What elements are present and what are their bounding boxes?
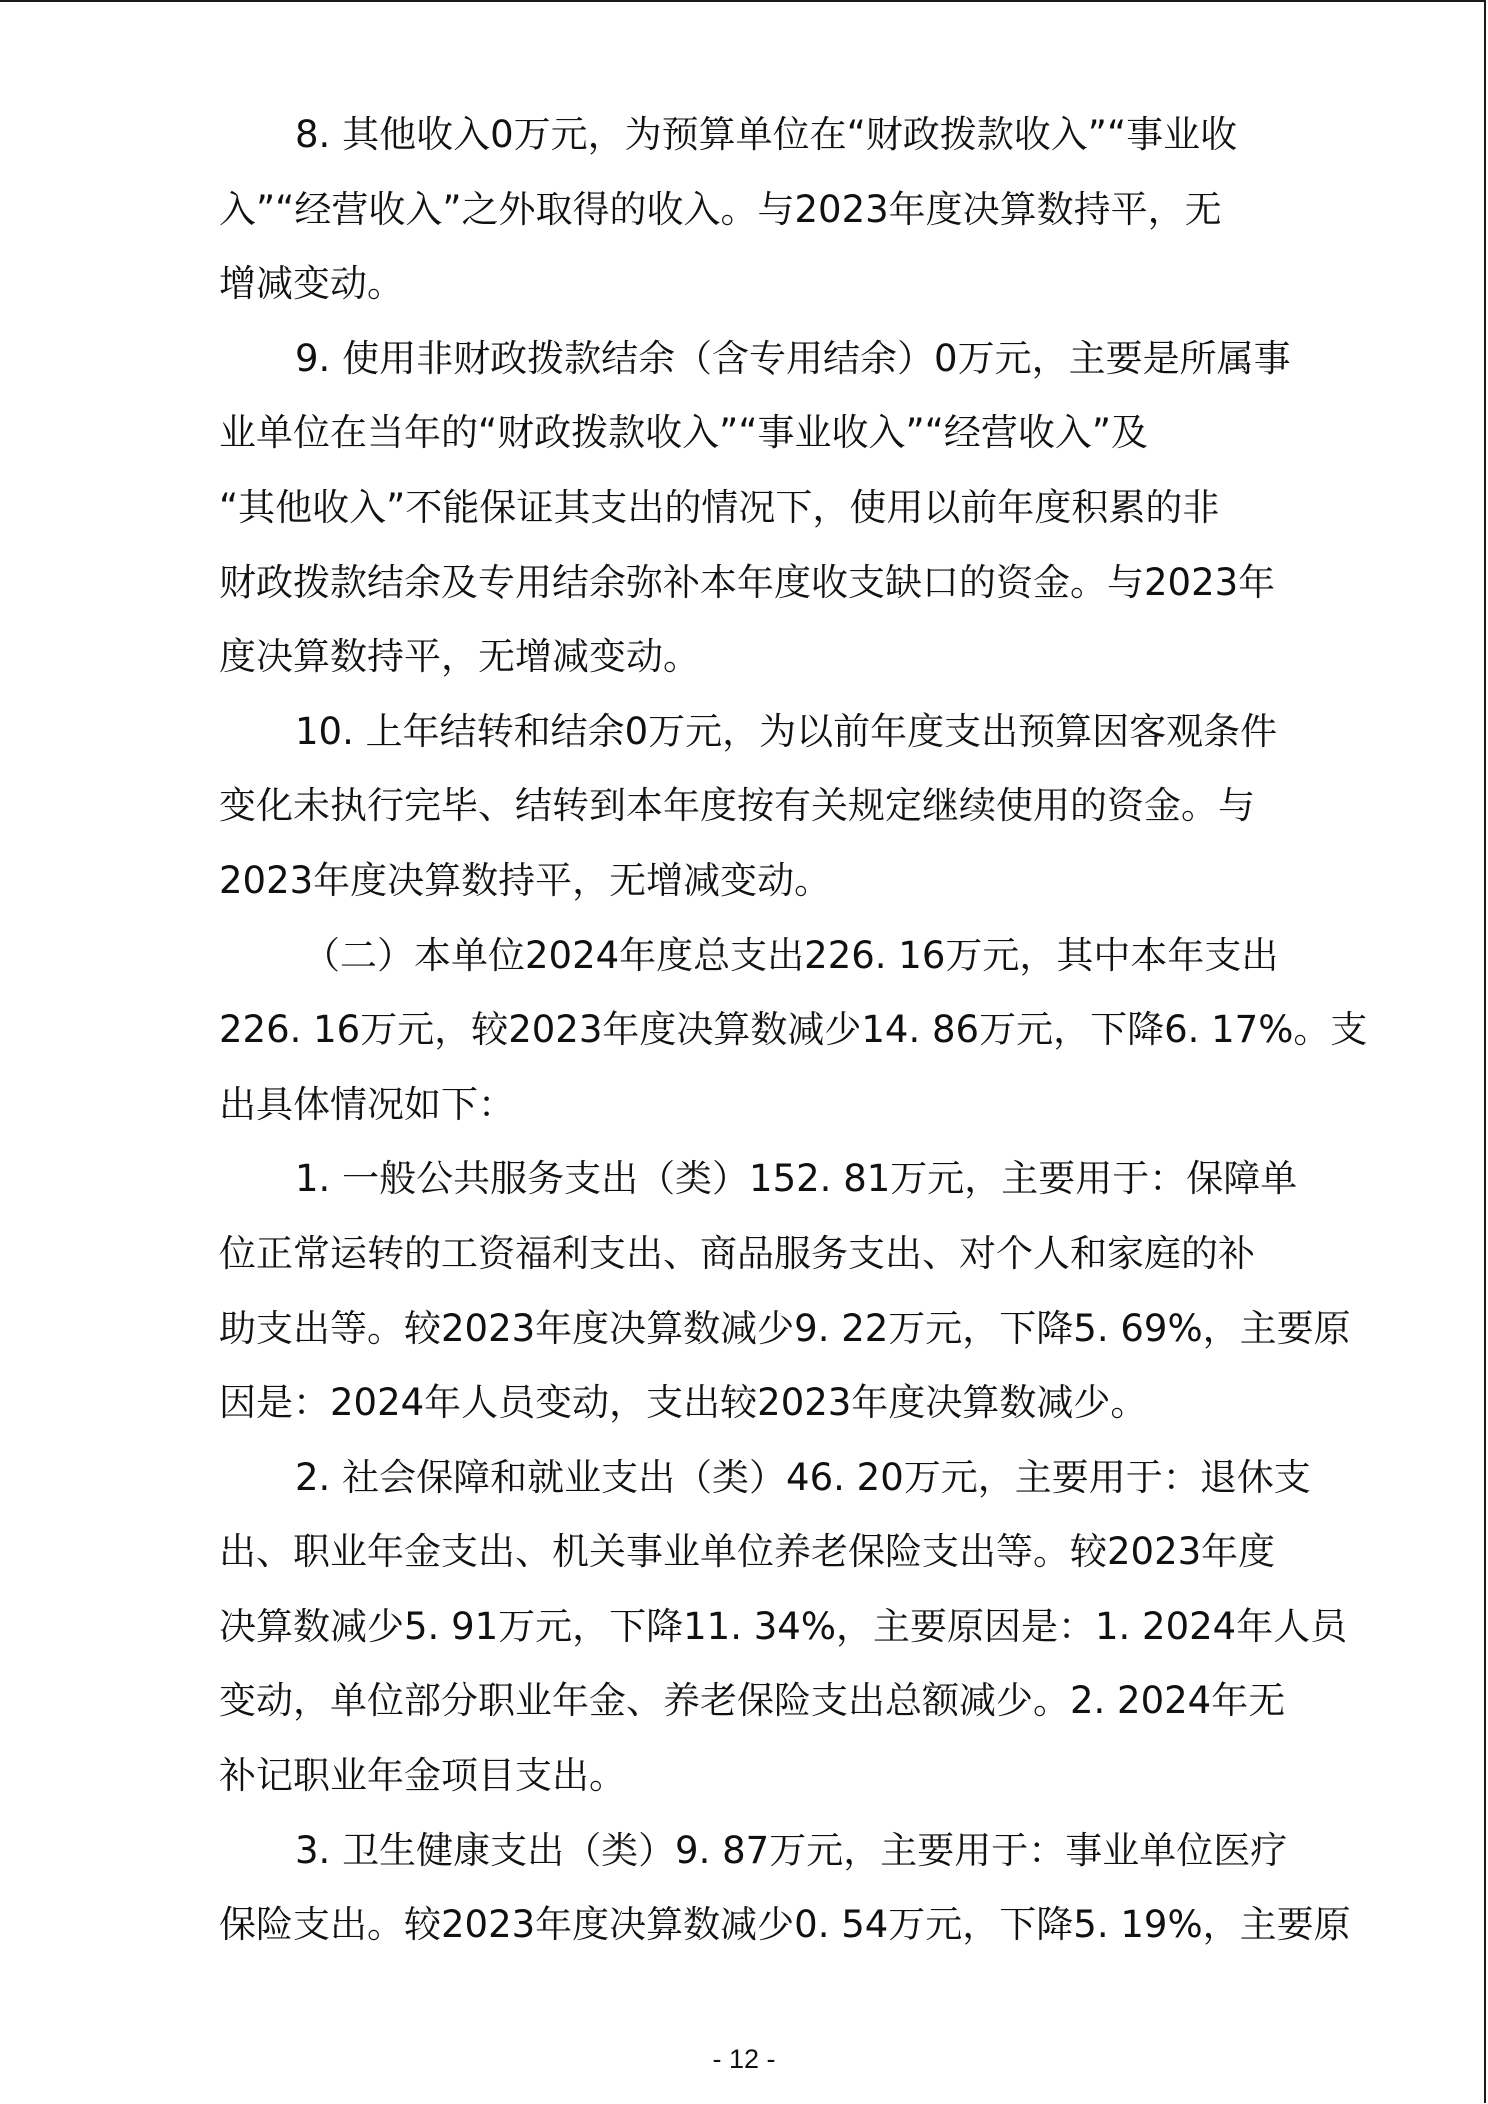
text-line: 变化未执行完毕、结转到本年度按有关规定继续使用的资金。与	[219, 784, 1255, 828]
paragraph-non-fiscal-balance	[219, 322, 1291, 695]
text-line: 位正常运转的工资福利支出、商品服务支出、对个人和家庭的补	[219, 1231, 1255, 1275]
document-body	[219, 98, 1368, 1963]
text-line: 增减变动。	[219, 262, 404, 306]
text-line: “其他收入”不能保证其支出的情况下，使用以前年度积累的非	[219, 485, 1220, 529]
text-line: （二）本单位2024年度总支出226. 16万元，其中本年支出	[303, 933, 1279, 977]
text-line: 度决算数持平，无增减变动。	[219, 635, 700, 679]
text-line: 业单位在当年的“财政拨款收入”“事业收入”“经营收入”及	[219, 411, 1149, 455]
text-line: 2023年度决算数持平，无增减变动。	[219, 858, 832, 902]
paragraph-social-security	[219, 1441, 1348, 1814]
text-line: 决算数减少5. 91万元，下降11. 34%，主要原因是：1. 2024年人员	[219, 1604, 1348, 1648]
text-line: 财政拨款结余及专用结余弥补本年度收支缺口的资金。与2023年	[219, 560, 1276, 604]
text-line: 出、职业年金支出、机关事业单位养老保险支出等。较2023年度	[219, 1530, 1276, 1574]
text-line: 1. 一般公共服务支出（类）152. 81万元，主要用于：保障单	[295, 1157, 1298, 1201]
text-line: 保险支出。较2023年度决算数减少0. 54万元，下降5. 19%，主要原	[219, 1903, 1351, 1947]
text-line: 出具体情况如下：	[219, 1082, 515, 1126]
text-line: 8. 其他收入0万元，为预算单位在“财政拨款收入”“事业收	[295, 113, 1238, 156]
text-line: 226. 16万元，较2023年度决算数减少14. 86万元，下降6. 17%。支	[219, 1008, 1368, 1052]
text-line: 入”“经营收入”之外取得的收入。与2023年度决算数持平，无	[219, 187, 1222, 231]
paragraph-health	[219, 1814, 1351, 1963]
text-line: 助支出等。较2023年度决算数减少9. 22万元，下降5. 69%，主要原	[219, 1306, 1351, 1350]
page-number: - 12 -	[712, 2044, 776, 2074]
paragraph-other-income	[219, 98, 1287, 322]
paragraph-carryover	[219, 695, 1287, 919]
text-line: 3. 卫生健康支出（类）9. 87万元，主要用于：事业单位医疗	[295, 1828, 1288, 1872]
paragraph-general-public-services	[219, 1142, 1351, 1440]
text-line: 变动，单位部分职业年金、养老保险支出总额减少。2. 2024年无	[219, 1679, 1286, 1723]
text-line: 9. 使用非财政拨款结余（含专用结余）0万元，主要是所属事	[295, 336, 1291, 380]
text-line: 补记职业年金项目支出。	[219, 1754, 626, 1798]
paragraph-total-expenditure	[219, 919, 1368, 1143]
text-line: 10. 上年结转和结余0万元，为以前年度支出预算因客观条件	[295, 709, 1278, 753]
text-line: 2. 社会保障和就业支出（类）46. 20万元，主要用于：退休支	[295, 1455, 1311, 1499]
text-line: 因是：2024年人员变动，支出较2023年度决算数减少。	[219, 1381, 1148, 1425]
